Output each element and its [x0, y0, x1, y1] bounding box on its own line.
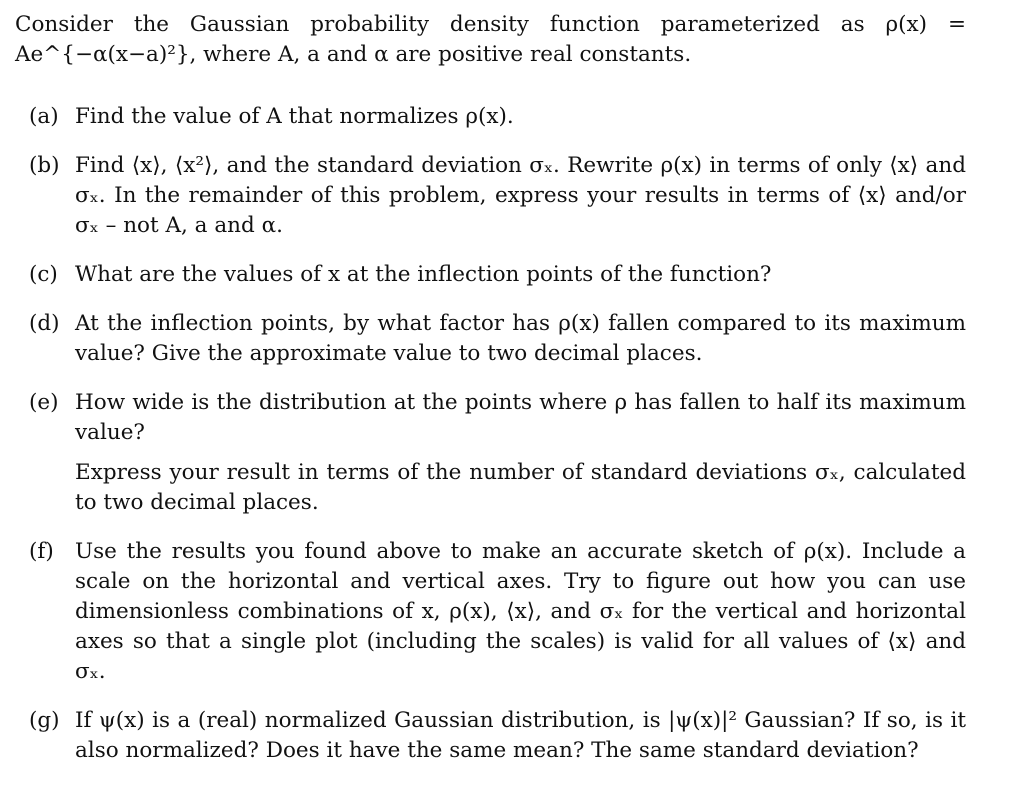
part-label: (c)	[29, 262, 58, 287]
part-text: Use the results you found above to make an accurate sketch of ρ(x). Include a scale on the horizontal and vertical axes. Try to figure out how you can use dimensionless combinations of x, ρ(x), ⟨x⟩, and σₓ for the vertical and horizontal axes so that a single plot (including the scales) is valid for all values of ⟨x⟩ and σₓ.	[75, 539, 966, 684]
problem-part-a	[29, 102, 966, 132]
problem-intro: Consider the Gaussian probability density function parameterized as ρ(x) = Ae^{−α(x−a)²}, where A, a and α are positive real constants.	[15, 12, 966, 67]
part-body	[75, 537, 966, 687]
part-body	[75, 151, 966, 241]
problem-part-d	[29, 309, 966, 369]
part-body	[75, 706, 966, 766]
part-body	[75, 260, 966, 290]
part-body	[75, 388, 966, 518]
part-label: (g)	[29, 708, 60, 733]
problem-part-g	[29, 706, 966, 766]
part-text: Express your result in terms of the number of standard deviations σₓ, calculated to two decimal places.	[75, 460, 966, 515]
part-label: (d)	[29, 311, 60, 336]
part-label: (a)	[29, 104, 59, 129]
part-text: Find the value of A that normalizes ρ(x).	[75, 104, 514, 129]
part-text: At the inflection points, by what factor has ρ(x) fallen compared to its maximum value? Give the approximate value to two decimal places.	[75, 311, 966, 366]
problem-parts-list	[15, 102, 966, 766]
part-label: (b)	[29, 153, 60, 178]
part-text: How wide is the distribution at the points where ρ has fallen to half its maximum value?	[75, 390, 966, 445]
part-body	[75, 102, 966, 132]
part-text: If ψ(x) is a (real) normalized Gaussian distribution, is |ψ(x)|² Gaussian? If so, is it also normalized? Does it have the same mean? The same standard deviation?	[75, 708, 966, 763]
problem-part-b	[29, 151, 966, 241]
part-text: Find ⟨x⟩, ⟨x²⟩, and the standard deviation σₓ. Rewrite ρ(x) in terms of only ⟨x⟩ and σₓ. In the remainder of this problem, express your results in terms of ⟨x⟩ and/or σₓ – not A, a and α.	[75, 153, 966, 238]
problem-part-f	[29, 537, 966, 687]
part-body	[75, 309, 966, 369]
problem-part-c	[29, 260, 966, 290]
part-label: (e)	[29, 390, 59, 415]
part-text: What are the values of x at the inflection points of the function?	[75, 262, 772, 287]
part-label: (f)	[29, 539, 54, 564]
problem-part-e	[29, 388, 966, 518]
